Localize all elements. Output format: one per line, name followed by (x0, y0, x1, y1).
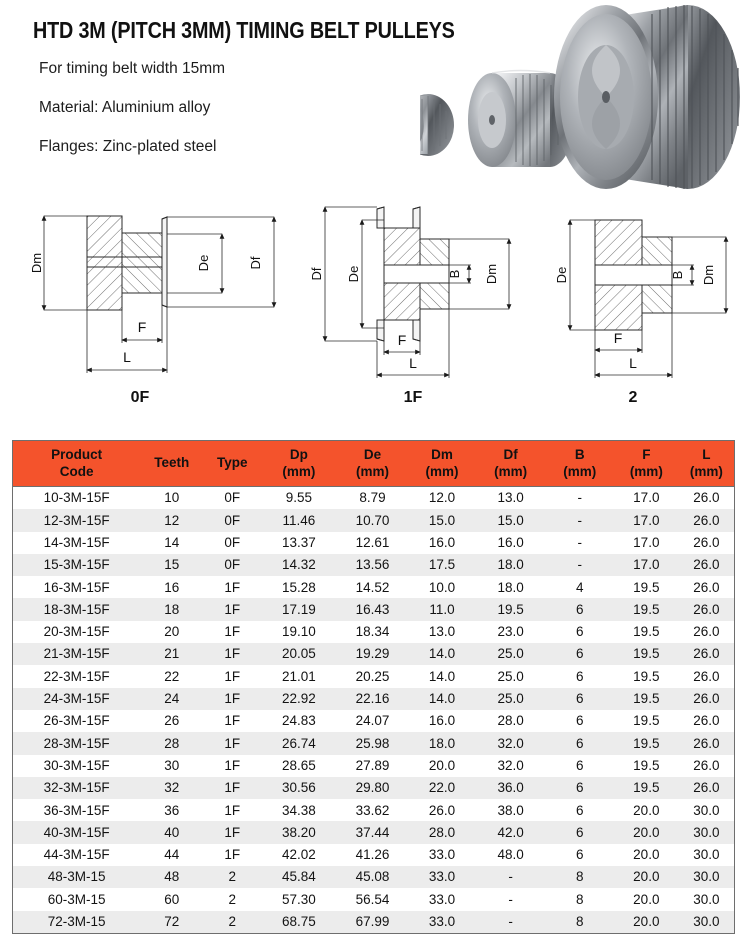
drawing-0f-caption: 0F (130, 389, 150, 406)
cell-df: 25.0 (476, 665, 546, 687)
cell-b: 6 (546, 799, 614, 821)
cell-product-code: 15-3M-15F (13, 554, 140, 576)
cell-dp: 21.01 (261, 665, 336, 687)
table-row (13, 755, 734, 777)
cell-f: 19.5 (614, 598, 679, 620)
cell-df: 13.0 (476, 487, 546, 510)
cell-f: 20.0 (614, 911, 679, 933)
cell-product-code: 24-3M-15F (13, 688, 140, 710)
cell-f: 17.0 (614, 532, 679, 554)
cell-l: 30.0 (679, 888, 734, 910)
cell-product-code: 12-3M-15F (13, 509, 140, 531)
col-header-unit: (mm) (629, 463, 663, 479)
cell-product-code: 44-3M-15F (13, 844, 140, 866)
cell-product-code: 48-3M-15 (13, 866, 140, 888)
cell-product-code: 40-3M-15F (13, 821, 140, 843)
cell-df: 23.0 (476, 621, 546, 643)
table-row (13, 888, 734, 910)
col-header-name: F (642, 447, 651, 463)
cell-f: 19.5 (614, 777, 679, 799)
drawing-2-label-dm: Dm (701, 264, 716, 286)
cell-teeth: 21 (140, 643, 203, 665)
cell-type: 0F (203, 532, 261, 554)
cell-type: 1F (203, 844, 261, 866)
table-row (13, 911, 734, 933)
cell-type: 1F (203, 821, 261, 843)
table-row (13, 532, 734, 554)
cell-dp: 17.19 (261, 598, 336, 620)
cell-product-code: 14-3M-15F (13, 532, 140, 554)
cell-l: 26.0 (679, 732, 734, 754)
cell-dm: 16.0 (409, 710, 476, 732)
spec-table-container (12, 440, 735, 934)
cell-l: 30.0 (679, 866, 734, 888)
subtitle-belt-width: For timing belt width 15mm (39, 60, 226, 77)
cell-df: - (476, 866, 546, 888)
cell-dp: 14.32 (261, 554, 336, 576)
cell-b: 6 (546, 732, 614, 754)
cell-de: 41.26 (336, 844, 408, 866)
spec-table-col-header-df (476, 441, 546, 487)
drawing-1f-caption: 1F (403, 389, 423, 406)
cell-de: 33.62 (336, 799, 408, 821)
cell-teeth: 60 (140, 888, 203, 910)
cell-b: 6 (546, 598, 614, 620)
subtitle-flanges: Flanges: Zinc-plated steel (39, 138, 217, 155)
cell-b: 6 (546, 665, 614, 687)
large-pulley-photo (554, 5, 740, 189)
drawing-2-label-de: De (554, 266, 569, 284)
cell-de: 24.07 (336, 710, 408, 732)
cell-product-code: 10-3M-15F (13, 487, 140, 510)
cell-l: 26.0 (679, 554, 734, 576)
cell-b: 8 (546, 866, 614, 888)
cell-f: 19.5 (614, 576, 679, 598)
col-header-unit: (mm) (563, 463, 597, 479)
product-photos (420, 0, 750, 195)
cell-df: 18.0 (476, 576, 546, 598)
cell-de: 18.34 (336, 621, 408, 643)
cell-dm: 12.0 (409, 487, 476, 510)
col-header-unit: (mm) (689, 463, 723, 479)
cell-dp: 24.83 (261, 710, 336, 732)
cell-df: 19.5 (476, 598, 546, 620)
col-header-name: B (574, 447, 585, 463)
cell-type: 2 (203, 866, 261, 888)
drawing-2-label-f: F (613, 330, 623, 346)
cell-b: 6 (546, 777, 614, 799)
cell-f: 17.0 (614, 554, 679, 576)
cell-l: 30.0 (679, 844, 734, 866)
cell-f: 20.0 (614, 844, 679, 866)
cell-teeth: 44 (140, 844, 203, 866)
table-row (13, 688, 734, 710)
table-row (13, 777, 734, 799)
table-row (13, 665, 734, 687)
cell-dp: 13.37 (261, 532, 336, 554)
cell-l: 26.0 (679, 665, 734, 687)
col-header-unit: (mm) (282, 463, 316, 479)
cell-dp: 11.46 (261, 509, 336, 531)
cell-dp: 28.65 (261, 755, 336, 777)
cell-de: 29.80 (336, 777, 408, 799)
cell-type: 1F (203, 598, 261, 620)
cell-dp: 15.28 (261, 576, 336, 598)
subtitle-material: Material: Aluminium alloy (39, 99, 211, 116)
table-row (13, 799, 734, 821)
cell-b: 6 (546, 643, 614, 665)
cell-de: 22.16 (336, 688, 408, 710)
cell-l: 30.0 (679, 821, 734, 843)
spec-table-col-header-de (336, 441, 408, 487)
cell-dp: 20.05 (261, 643, 336, 665)
cell-df: 32.0 (476, 755, 546, 777)
cell-f: 20.0 (614, 799, 679, 821)
col-header-name: Product (51, 447, 103, 463)
cell-product-code: 18-3M-15F (13, 598, 140, 620)
cell-l: 26.0 (679, 576, 734, 598)
cell-product-code: 16-3M-15F (13, 576, 140, 598)
cell-dm: 33.0 (409, 911, 476, 933)
cell-f: 19.5 (614, 621, 679, 643)
spec-table-col-header-product (13, 441, 140, 487)
cell-type: 1F (203, 732, 261, 754)
cell-de: 16.43 (336, 598, 408, 620)
drawing-2-label-l: L (629, 355, 637, 371)
cell-type: 2 (203, 888, 261, 910)
cell-dp: 19.10 (261, 621, 336, 643)
drawing-0f-label-de: De (196, 254, 211, 272)
cell-l: 26.0 (679, 598, 734, 620)
drawing-1f-label-l: L (409, 355, 417, 371)
cell-type: 1F (203, 710, 261, 732)
drawing-0f (30, 195, 310, 410)
cell-b: - (546, 509, 614, 531)
cell-product-code: 21-3M-15F (13, 643, 140, 665)
cell-f: 20.0 (614, 866, 679, 888)
drawing-0f-label-l: L (123, 349, 131, 365)
cell-f: 17.0 (614, 487, 679, 510)
cell-dp: 22.92 (261, 688, 336, 710)
drawing-2-svg (535, 195, 750, 410)
page-title: HTD 3M (PITCH 3MM) TIMING BELT PULLEYS (33, 17, 455, 43)
cell-de: 25.98 (336, 732, 408, 754)
cell-product-code: 20-3M-15F (13, 621, 140, 643)
cell-de: 45.08 (336, 866, 408, 888)
spec-table-col-header-l (679, 441, 734, 487)
cell-dm: 14.0 (409, 665, 476, 687)
spec-table (13, 441, 734, 933)
cell-teeth: 16 (140, 576, 203, 598)
cell-b: 6 (546, 688, 614, 710)
cell-dm: 15.0 (409, 509, 476, 531)
drawing-0f-label-df: Df (248, 256, 263, 270)
table-row (13, 643, 734, 665)
cell-teeth: 32 (140, 777, 203, 799)
cell-b: 6 (546, 621, 614, 643)
cell-teeth: 20 (140, 621, 203, 643)
cell-b: - (546, 487, 614, 510)
col-header-name: Teeth (154, 455, 190, 471)
cell-f: 17.0 (614, 509, 679, 531)
cell-de: 67.99 (336, 911, 408, 933)
cell-f: 19.5 (614, 643, 679, 665)
cell-de: 10.70 (336, 509, 408, 531)
spec-table-col-header-teeth (140, 441, 203, 487)
col-header-name2: Code (59, 463, 94, 479)
technical-drawings (0, 195, 750, 410)
col-header-unit: (mm) (355, 463, 389, 479)
cell-teeth: 26 (140, 710, 203, 732)
drawing-1f-label-df: Df (309, 267, 324, 281)
cell-de: 20.25 (336, 665, 408, 687)
cell-dm: 33.0 (409, 888, 476, 910)
table-row (13, 576, 734, 598)
cell-teeth: 30 (140, 755, 203, 777)
cell-product-code: 32-3M-15F (13, 777, 140, 799)
table-row (13, 866, 734, 888)
cell-df: 38.0 (476, 799, 546, 821)
cell-df: 18.0 (476, 554, 546, 576)
cell-dm: 26.0 (409, 799, 476, 821)
cell-dm: 18.0 (409, 732, 476, 754)
cell-product-code: 30-3M-15F (13, 755, 140, 777)
cell-dp: 45.84 (261, 866, 336, 888)
cell-f: 19.5 (614, 710, 679, 732)
cell-de: 56.54 (336, 888, 408, 910)
spec-table-col-header-type (203, 441, 261, 487)
cell-f: 19.5 (614, 755, 679, 777)
cell-df: 48.0 (476, 844, 546, 866)
cell-dm: 14.0 (409, 688, 476, 710)
cell-df: 28.0 (476, 710, 546, 732)
cell-f: 19.5 (614, 665, 679, 687)
drawing-2 (535, 195, 750, 410)
drawing-1f-label-de: De (346, 265, 361, 283)
cell-dp: 68.75 (261, 911, 336, 933)
cell-dm: 13.0 (409, 621, 476, 643)
spec-table-col-header-b (546, 441, 614, 487)
cell-product-code: 26-3M-15F (13, 710, 140, 732)
drawing-1f (305, 195, 540, 410)
cell-f: 20.0 (614, 888, 679, 910)
cell-l: 26.0 (679, 487, 734, 510)
cell-type: 1F (203, 777, 261, 799)
table-row (13, 598, 734, 620)
cell-l: 30.0 (679, 911, 734, 933)
cell-teeth: 28 (140, 732, 203, 754)
cell-df: 15.0 (476, 509, 546, 531)
spec-table-body (13, 487, 734, 933)
cell-b: 8 (546, 888, 614, 910)
cell-teeth: 18 (140, 598, 203, 620)
table-row (13, 487, 734, 510)
cell-f: 20.0 (614, 821, 679, 843)
cell-de: 13.56 (336, 554, 408, 576)
cell-de: 12.61 (336, 532, 408, 554)
cell-df: 32.0 (476, 732, 546, 754)
cell-type: 1F (203, 799, 261, 821)
cell-teeth: 12 (140, 509, 203, 531)
table-row (13, 554, 734, 576)
cell-dp: 57.30 (261, 888, 336, 910)
cell-dm: 11.0 (409, 598, 476, 620)
cell-teeth: 72 (140, 911, 203, 933)
cell-b: 6 (546, 755, 614, 777)
drawing-1f-label-f: F (397, 332, 407, 348)
cell-df: 16.0 (476, 532, 546, 554)
cell-dm: 14.0 (409, 643, 476, 665)
cell-dp: 42.02 (261, 844, 336, 866)
cell-dp: 38.20 (261, 821, 336, 843)
cell-de: 14.52 (336, 576, 408, 598)
cell-dm: 20.0 (409, 755, 476, 777)
pulley-photos-svg (420, 0, 750, 195)
drawing-1f-label-b: B (447, 269, 462, 279)
col-header-unit: (mm) (494, 463, 528, 479)
cell-l: 26.0 (679, 509, 734, 531)
spec-table-col-header-f (614, 441, 679, 487)
col-header-name: Dm (431, 447, 453, 463)
cell-teeth: 14 (140, 532, 203, 554)
small-pulley-photo (420, 94, 454, 156)
cell-product-code: 72-3M-15 (13, 911, 140, 933)
cell-teeth: 48 (140, 866, 203, 888)
table-row (13, 821, 734, 843)
cell-b: 6 (546, 821, 614, 843)
cell-b: 8 (546, 911, 614, 933)
cell-dp: 9.55 (261, 487, 336, 510)
cell-l: 26.0 (679, 710, 734, 732)
cell-b: - (546, 532, 614, 554)
cell-df: - (476, 911, 546, 933)
cell-l: 26.0 (679, 688, 734, 710)
cell-type: 1F (203, 576, 261, 598)
cell-df: - (476, 888, 546, 910)
cell-b: 4 (546, 576, 614, 598)
drawing-0f-svg (30, 195, 310, 410)
header-block (0, 0, 750, 195)
cell-teeth: 40 (140, 821, 203, 843)
cell-product-code: 22-3M-15F (13, 665, 140, 687)
cell-dm: 16.0 (409, 532, 476, 554)
cell-teeth: 15 (140, 554, 203, 576)
table-row (13, 621, 734, 643)
table-row (13, 844, 734, 866)
cell-dm: 33.0 (409, 866, 476, 888)
cell-dp: 34.38 (261, 799, 336, 821)
col-header-name: Dp (289, 447, 308, 463)
col-header-name: Df (503, 447, 518, 463)
drawing-1f-svg (305, 195, 540, 410)
cell-f: 19.5 (614, 688, 679, 710)
cell-type: 1F (203, 643, 261, 665)
cell-product-code: 60-3M-15 (13, 888, 140, 910)
cell-product-code: 28-3M-15F (13, 732, 140, 754)
cell-l: 26.0 (679, 621, 734, 643)
cell-dm: 22.0 (409, 777, 476, 799)
cell-teeth: 24 (140, 688, 203, 710)
cell-type: 0F (203, 554, 261, 576)
col-header-unit: (mm) (425, 463, 459, 479)
cell-product-code: 36-3M-15F (13, 799, 140, 821)
cell-teeth: 10 (140, 487, 203, 510)
col-header-name: De (363, 447, 382, 463)
cell-dm: 33.0 (409, 844, 476, 866)
spec-table-col-header-dm (409, 441, 476, 487)
drawing-2-label-b: B (670, 270, 685, 280)
cell-f: 19.5 (614, 732, 679, 754)
cell-dp: 30.56 (261, 777, 336, 799)
cell-type: 1F (203, 621, 261, 643)
cell-b: 6 (546, 710, 614, 732)
cell-df: 25.0 (476, 643, 546, 665)
spec-table-col-header-dp (261, 441, 336, 487)
drawing-2-caption: 2 (628, 389, 638, 406)
table-row (13, 509, 734, 531)
cell-type: 1F (203, 755, 261, 777)
cell-type: 0F (203, 509, 261, 531)
table-row (13, 710, 734, 732)
cell-teeth: 36 (140, 799, 203, 821)
cell-teeth: 22 (140, 665, 203, 687)
cell-df: 25.0 (476, 688, 546, 710)
cell-df: 36.0 (476, 777, 546, 799)
cell-l: 26.0 (679, 532, 734, 554)
cell-type: 1F (203, 688, 261, 710)
cell-type: 0F (203, 487, 261, 510)
cell-de: 27.89 (336, 755, 408, 777)
cell-dm: 28.0 (409, 821, 476, 843)
col-header-name: L (702, 447, 711, 463)
cell-de: 19.29 (336, 643, 408, 665)
spec-table-head (13, 441, 734, 487)
cell-dm: 10.0 (409, 576, 476, 598)
cell-l: 26.0 (679, 643, 734, 665)
cell-l: 26.0 (679, 755, 734, 777)
cell-de: 37.44 (336, 821, 408, 843)
cell-dm: 17.5 (409, 554, 476, 576)
cell-type: 1F (203, 665, 261, 687)
spec-table-header-row (13, 441, 734, 487)
cell-de: 8.79 (336, 487, 408, 510)
drawing-0f-label-f: F (137, 319, 147, 335)
drawing-0f-label-dm: Dm (30, 252, 44, 274)
drawing-1f-label-dm: Dm (484, 263, 499, 285)
cell-type: 2 (203, 911, 261, 933)
cell-l: 26.0 (679, 777, 734, 799)
cell-b: - (546, 554, 614, 576)
cell-dp: 26.74 (261, 732, 336, 754)
cell-l: 30.0 (679, 799, 734, 821)
table-row (13, 732, 734, 754)
col-header-name: Type (217, 455, 248, 471)
cell-df: 42.0 (476, 821, 546, 843)
cell-b: 6 (546, 844, 614, 866)
